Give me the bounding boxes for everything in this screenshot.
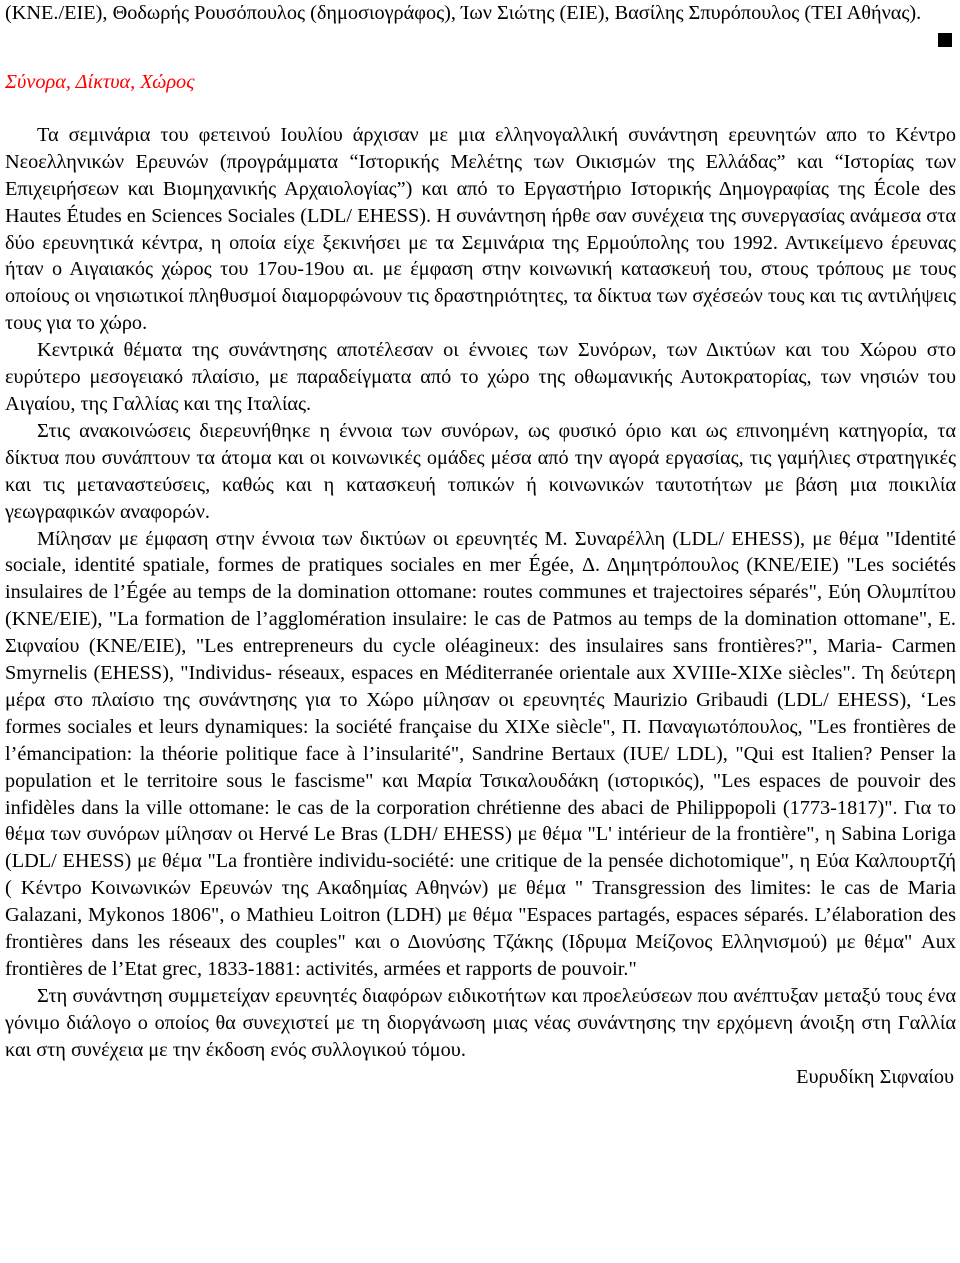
paragraph-4: Μίλησαν με έμφαση στην έννοια των δικτύων οι ερευνητές Μ. Συναρέλλη (LDL/ EHESS), με θέμα "Identité sociale, identité spatiale, formes de pratiques sociales en mer Égée, Δ. Δημητρόπουλος (ΚΝΕ/ΕΙΕ) "Les sociétés insulaires de l’Égée au temps de la domination ottomane: routes communes et trajectoires séparés", Εύη Ολυμπίτου (ΚΝΕ/ΕΙΕ), "La formation de l’agglomération insulaire: le cas de Patmos au temps de la domination ottomane", Ε. Σιφναίου (ΚΝΕ/ΕΙΕ), "Les entrepreneurs du cycle oléagineux: des insulaires sans frontières?", Maria- Carmen Smyrnelis (EHESS), "Individus- réseaux, espaces en Méditerranée orientale aux XVIIIe-XIXe siècles". Τη δεύτερη μέρα στο πλαίσιο της συνάντησης για το Χώρο μίλησαν οι ερευνητές Maurizio Gribaudi (LDL/ EHESS), ‘Les formes sociales et leurs dynamiques: la société française du XIXe siècle", Π. Παναγιωτόπουλος, "Les frontières de l’émancipation: la théorie politique face à l’insularité", Sandrine Bertaux (IUE/ LDL), "Qui est Italien? Penser la population et le territoire sous le fascisme" και Μαρία Τσικαλουδάκη (ιστορικός), "Les espaces de pouvoir des infidèles dans la ville ottomane: le cas de la corporation chrétienne des abaci de Philippopoli (1773-1817)". Για το θέμα των συνόρων μίλησαν οι Hervé Le Bras (LDH/ EHESS) με θέμα "L' intérieur de la frontière", η Sabina Loriga (LDL/ EHESS) με θέμα "La frontière individu-société: une critique de la pensée dichotomique", η Εύα Καλπουρτζή ( Κέντρο Κοινωνικών Ερευνών της Ακαδημίας Αθηνών) με θέμα " Transgression des limites: le cas de Maria Galazani, Mykonos 1806", ο Mathieu Loitron (LDH) με θέμα "Espaces partagés, espaces séparés. L’élaboration des frontières dans les réseaux des couples" και ο Διονύσης Τζάκης (Ιδρυμα Μείζονος Ελληνισμού) με θέμα" Aux frontières de l’Etat grec, 1833-1881: activités, armées et rapports de pouvoir." [5,527,956,980]
section-heading: Σύνορα, Δίκτυα, Χώρος [5,70,195,93]
spacer [5,96,956,122]
signature: Ευρυδίκη Σιφναίου [796,1065,954,1088]
section-marker-row [5,27,956,54]
paragraph-1: Τα σεμινάρια του φετεινού Ιουλίου άρχισαν με μια ελληνογαλλική συνάντηση ερευνητών απο το Κέντρο Νεοελληνικών Ερευνών (προγράμματα “Ιστορικής Μελέτης των Οικισμών της Ελλάδας” και “Ιστορίας των Επιχειρήσεων και Βιομηχανικής Αρχαιολογίας”) και από το Εργαστήριο Ιστορικής Δημογραφίας της École des Hautes Études en Sciences Sociales (LDL/ EHESS). Η συνάντηση ήρθε σαν συνέχεια της συνεργασίας ανάμεσα στα δύο ερευνητικά κέντρα, η οποία είχε ξεκινήσει με τα Σεμινάρια της Ερμούπολης του 1992. Αντικείμενο έρευνας ήταν ο Αιγαιακός χώρος του 17ου-19ου αι. με έμφαση στην κοινωνική κατασκευή του, στους τρόπους με τους οποίους οι νησιωτικοί πληθυσμοί διαμορφώνουν τις δραστηριότητες, τα δίκτυα των σχέσεών τους και τις αντιλήψεις τους για το χώρο. [5,123,956,335]
paragraph-3: Στις ανακοινώσεις διερευνήθηκε η έννοια των συνόρων, ως φυσικό όριο και ως επινοημένη κατηγορία, τα δίκτυα που συνάπτουν τα άτομα και οι κοινωνικές ομάδες μέσα από την αγορά εργασίας, τις γαμήλιες στρατηγικές και τις μεταναστεύσεις, καθώς και η κατασκευή τοπικών ή κοινωνικών ταυτοτήτων με βάση μια ποικιλία γεωγραφικών αναφορών. [5,419,956,523]
paragraph-5: Στη συνάντηση συμμετείχαν ερευνητές διαφόρων ειδικοτήτων και προελεύσεων που ανέπτυξαν μεταξύ τους ένα γόνιμο διάλογο ο οποίος θα συνεχιστεί με τη διοργάνωση μιας νέας συνάντησης την ερχόμενη άνοιξη στη Γαλλία και στη συνέχεια με την έκδοση ενός συλλογικού τόμου. [5,984,956,1061]
square-bullet-icon [938,33,952,47]
paragraph-2: Κεντρικά θέματα της συνάντησης αποτέλεσαν οι έννοιες των Συνόρων, των Δικτύων και του Χώρου στο ευρύτερο μεσογειακό πλαίσιο, με παραδείγματα από το χώρο της οθωμανικής Αυτοκρατορίας, των νησιών του Αιγαίου, της Γαλλίας και της Ιταλίας. [5,339,956,415]
intro-line: (ΚΝΕ./ΕΙΕ), Θοδωρής Ρουσόπουλος (δημοσιογράφος), Ίων Σιώτης (ΕΙΕ), Βασίλης Σπυρόπουλος (ΤΕΙ Αθήνας). [5,2,922,24]
document-page [5,0,956,1091]
